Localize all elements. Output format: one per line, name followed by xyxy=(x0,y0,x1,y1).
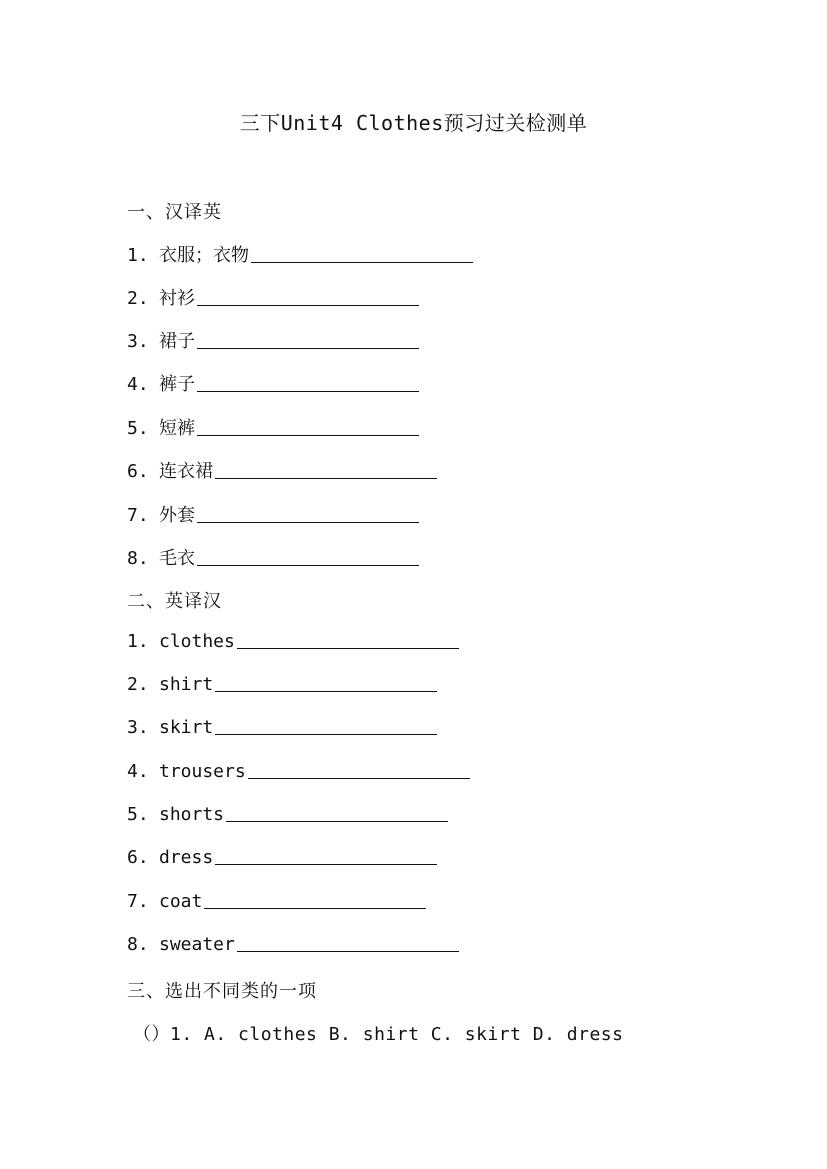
item-prompt: dress xyxy=(159,847,214,868)
list-item xyxy=(127,717,437,738)
item-prompt: shirt xyxy=(159,674,214,695)
item-number: 2. xyxy=(127,674,149,695)
item-prompt: 连衣裙 xyxy=(159,461,213,482)
list-item xyxy=(127,284,419,310)
answer-blank[interactable] xyxy=(197,521,419,523)
multiple-choice-question: （）1. A. clothes B. shirt C. skirt D. dress xyxy=(133,1024,624,1045)
answer-blank[interactable] xyxy=(197,304,419,306)
answer-blank[interactable] xyxy=(215,733,437,735)
answer-blank[interactable] xyxy=(215,863,437,865)
list-item xyxy=(127,631,459,652)
list-item xyxy=(127,241,473,267)
item-number: 1. xyxy=(127,245,149,266)
item-number: 5. xyxy=(127,418,149,439)
item-prompt: 外套 xyxy=(159,505,195,526)
item-prompt: 衬衫 xyxy=(159,288,195,309)
item-prompt: 裤子 xyxy=(159,374,195,395)
answer-blank[interactable] xyxy=(251,261,473,263)
item-prompt: shorts xyxy=(159,804,225,825)
list-item xyxy=(127,370,419,396)
item-number: 7. xyxy=(127,505,149,526)
item-number: 2. xyxy=(127,288,149,309)
answer-blank[interactable] xyxy=(226,820,448,822)
list-item xyxy=(127,891,426,912)
item-number: 8. xyxy=(127,934,149,955)
answer-blank[interactable] xyxy=(197,564,419,566)
item-number: 6. xyxy=(127,847,149,868)
item-number: 7. xyxy=(127,891,149,912)
list-item xyxy=(127,847,437,868)
item-number: 8. xyxy=(127,548,149,569)
list-item xyxy=(127,501,419,527)
answer-blank[interactable] xyxy=(204,907,426,909)
item-number: 4. xyxy=(127,761,149,782)
item-prompt: 裙子 xyxy=(159,331,195,352)
item-prompt: trousers xyxy=(159,761,246,782)
section-heading-english-to-chinese: 二、英译汉 xyxy=(127,591,222,612)
item-number: 3. xyxy=(127,717,149,738)
page-title: 三下Unit4 Clothes预习过关检测单 xyxy=(239,111,588,135)
answer-blank[interactable] xyxy=(215,477,437,479)
list-item xyxy=(127,674,437,695)
list-item xyxy=(127,804,448,825)
item-number: 4. xyxy=(127,374,149,395)
answer-blank[interactable] xyxy=(197,347,419,349)
item-prompt: 毛衣 xyxy=(159,548,195,569)
item-number: 6. xyxy=(127,461,149,482)
answer-blank[interactable] xyxy=(248,777,470,779)
item-prompt: sweater xyxy=(159,934,235,955)
list-item xyxy=(127,457,437,483)
item-prompt: 衣服；衣物 xyxy=(159,245,249,266)
item-number: 1. xyxy=(127,631,149,652)
list-item xyxy=(127,934,459,955)
answer-blank[interactable] xyxy=(237,950,459,952)
item-prompt: coat xyxy=(159,891,203,912)
list-item xyxy=(127,414,419,440)
item-number: 3. xyxy=(127,331,149,352)
answer-blank[interactable] xyxy=(215,690,437,692)
answer-blank[interactable] xyxy=(237,647,459,649)
section-heading-chinese-to-english: 一、汉译英 xyxy=(127,202,222,223)
item-prompt: 短裤 xyxy=(159,418,195,439)
item-number: 5. xyxy=(127,804,149,825)
item-prompt: clothes xyxy=(159,631,235,652)
list-item xyxy=(127,761,470,782)
list-item xyxy=(127,544,419,570)
list-item xyxy=(127,327,419,353)
item-prompt: skirt xyxy=(159,717,214,738)
answer-blank[interactable] xyxy=(197,390,419,392)
answer-blank[interactable] xyxy=(197,434,419,436)
section-heading-odd-one-out: 三、选出不同类的一项 xyxy=(127,981,317,1002)
